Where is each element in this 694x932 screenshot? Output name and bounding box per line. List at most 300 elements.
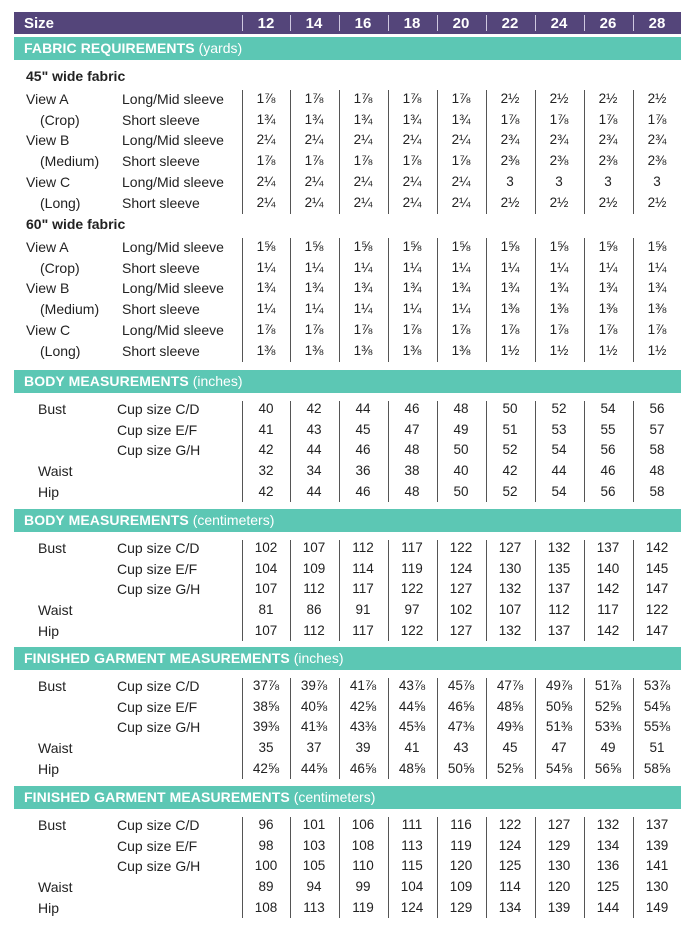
table-cell: 50 (453, 483, 469, 499)
table-cell: 43⅞ (398, 678, 426, 693)
table-cell: 48 (649, 463, 665, 479)
table-cell: 48⅝ (398, 760, 426, 776)
measure-label: Bust (38, 817, 67, 833)
table-cell: 2¼ (353, 194, 373, 210)
measure-label: Waist (38, 463, 73, 480)
column-divider (437, 15, 438, 31)
table-cell: 56 (600, 483, 616, 499)
table-cell: 44⅝ (300, 760, 328, 776)
table-cell: 52 (502, 442, 518, 458)
measure-row (0, 676, 694, 697)
section-band (14, 509, 681, 532)
column-rule (633, 540, 634, 641)
table-cell: 58 (649, 442, 665, 458)
table-cell: 2¼ (353, 132, 373, 148)
table-cell: 112 (303, 581, 325, 597)
table-cell: 127 (449, 622, 473, 638)
fabric-label: View B (26, 280, 70, 297)
table-cell: 1⅝ (598, 239, 618, 254)
table-cell: 43 (453, 740, 469, 756)
fabric-sublabel: Long/Mid sleeve (122, 321, 224, 338)
table-cell: 117 (352, 581, 374, 597)
table-cell: 1⅞ (598, 111, 618, 127)
table-cell: 107 (302, 540, 326, 555)
table-cell: 42 (258, 483, 274, 499)
table-cell: 102 (254, 540, 278, 555)
table-cell: 42 (502, 463, 518, 479)
table-cell: 43⅜ (349, 719, 377, 735)
fabric-label: (Medium) (40, 301, 100, 318)
table-cell: 141 (645, 858, 669, 874)
table-cell: 39⅜ (252, 719, 280, 735)
table-cell: 54⅝ (545, 760, 573, 776)
table-cell: 149 (645, 899, 669, 915)
table-cell: 2⅜ (647, 153, 667, 169)
measure-row (0, 877, 694, 898)
table-cell: 89 (258, 879, 274, 895)
column-divider (242, 15, 243, 31)
column-rule (437, 90, 438, 214)
table-cell: 40 (453, 463, 469, 479)
table-cell: 2¼ (402, 173, 422, 189)
fabric-label: View A (26, 91, 69, 107)
fabric-row (0, 299, 694, 320)
size-header-value: 24 (550, 15, 568, 32)
table-cell: 1⅞ (256, 153, 276, 169)
table-cell: 41 (404, 740, 420, 756)
column-divider (584, 15, 585, 31)
table-cell: 1½ (598, 342, 618, 358)
table-cell: 54⅝ (643, 698, 671, 714)
column-rule (242, 238, 243, 362)
table-cell: 1¼ (402, 259, 422, 275)
table-cell: 38 (404, 463, 420, 479)
column-divider (486, 15, 487, 31)
table-cell: 3 (506, 173, 514, 189)
table-cell: 2½ (500, 194, 520, 210)
table-cell: 49 (600, 740, 616, 756)
table-cell: 1¼ (304, 259, 324, 275)
column-rule (290, 401, 291, 502)
table-cell: 96 (258, 817, 274, 832)
column-rule (388, 817, 389, 918)
column-rule (584, 540, 585, 641)
table-cell: 112 (548, 602, 570, 618)
table-cell: 104 (400, 879, 424, 895)
table-cell: 1⅞ (304, 321, 324, 337)
table-cell: 109 (449, 879, 473, 895)
table-cell: 132 (498, 622, 522, 638)
table-cell: 2½ (549, 194, 569, 210)
table-cell: 122 (498, 817, 522, 832)
table-cell: 46⅝ (349, 760, 377, 776)
measure-row (0, 815, 694, 836)
table-cell: 111 (401, 817, 423, 832)
table-cell: 53 (551, 421, 567, 437)
table-cell: 1¾ (500, 280, 520, 296)
table-cell: 132 (547, 540, 571, 555)
table-cell: 94 (306, 879, 322, 895)
column-rule (584, 817, 585, 918)
table-cell: 1¼ (256, 301, 276, 317)
table-cell: 1⅝ (500, 239, 520, 254)
fabric-row (0, 151, 694, 172)
table-cell: 109 (302, 560, 326, 576)
table-cell: 2¼ (451, 173, 471, 189)
table-cell: 129 (547, 837, 571, 853)
table-cell: 2⅜ (598, 153, 618, 169)
table-cell: 1⅝ (402, 239, 422, 254)
table-cell: 1¾ (304, 280, 324, 296)
fabric-group-title: 60" wide fabric (26, 216, 126, 232)
column-rule (584, 678, 585, 779)
table-cell: 1⅜ (549, 301, 569, 317)
table-cell: 147 (645, 622, 669, 638)
section-band (14, 786, 681, 809)
table-cell: 45⅞ (447, 678, 475, 693)
table-cell: 52 (502, 483, 518, 499)
table-cell: 132 (498, 581, 522, 597)
table-cell: 58⅝ (643, 760, 671, 776)
size-header-value: 18 (403, 15, 421, 32)
table-cell: 51⅞ (594, 678, 622, 693)
column-rule (584, 90, 585, 214)
section-band-title: BODY MEASUREMENTS (24, 512, 189, 528)
table-cell: 1¼ (402, 301, 422, 317)
table-cell: 117 (352, 622, 374, 638)
column-rule (486, 540, 487, 641)
measure-sublabel: Cup size E/F (117, 421, 198, 438)
fabric-row (0, 110, 694, 131)
table-cell: 1¾ (304, 111, 324, 127)
measure-sublabel: Cup size C/D (117, 401, 200, 417)
section-band-unit: (centimeters) (192, 512, 275, 528)
table-cell: 51 (649, 740, 665, 756)
table-cell: 142 (596, 581, 620, 597)
column-rule (486, 90, 487, 214)
measure-row (0, 559, 694, 580)
column-rule (633, 401, 634, 502)
table-cell: 1⅞ (304, 91, 324, 106)
table-cell: 56⅝ (594, 760, 622, 776)
column-rule (242, 401, 243, 502)
fabric-sublabel: Short sleeve (122, 259, 200, 276)
table-cell: 139 (645, 837, 669, 853)
table-cell: 44 (306, 483, 322, 499)
table-cell: 1⅜ (598, 301, 618, 317)
measure-label: Waist (38, 879, 73, 896)
table-cell: 44 (551, 463, 567, 479)
table-cell: 2¾ (500, 132, 520, 148)
table-cell: 136 (596, 858, 620, 874)
fabric-sublabel: Short sleeve (122, 111, 200, 128)
column-rule (388, 678, 389, 779)
table-cell: 86 (306, 602, 322, 618)
table-cell: 122 (400, 581, 424, 597)
table-cell: 54 (600, 401, 616, 416)
table-cell: 1⅜ (451, 342, 471, 358)
table-cell: 45 (502, 740, 518, 756)
size-header-value: 28 (648, 15, 666, 32)
table-cell: 122 (400, 622, 424, 638)
fabric-label: View C (26, 321, 71, 338)
column-divider (633, 15, 634, 31)
table-cell: 119 (450, 837, 472, 853)
table-cell: 119 (401, 560, 423, 576)
measure-label: Bust (38, 678, 67, 694)
measure-row (0, 579, 694, 600)
table-cell: 54 (551, 483, 567, 499)
fabric-row (0, 237, 694, 258)
table-cell: 1⅞ (549, 111, 569, 127)
table-cell: 47⅜ (447, 719, 475, 735)
column-rule (290, 817, 291, 918)
fabric-sublabel: Short sleeve (122, 194, 200, 211)
table-cell: 104 (254, 560, 278, 576)
table-cell: 98 (258, 837, 274, 853)
table-cell: 1⅞ (353, 91, 373, 106)
table-cell: 1⅞ (647, 321, 667, 337)
table-cell: 2¼ (451, 132, 471, 148)
size-header-value: 22 (501, 15, 519, 32)
table-cell: 2¼ (353, 173, 373, 189)
column-rule (388, 90, 389, 214)
table-cell: 120 (547, 879, 571, 895)
column-rule (242, 817, 243, 918)
table-cell: 39 (355, 740, 371, 756)
column-rule (584, 401, 585, 502)
column-divider (290, 15, 291, 31)
table-cell: 2½ (549, 91, 569, 106)
table-cell: 1⅝ (256, 239, 276, 254)
column-rule (633, 238, 634, 362)
section-band-unit: (centimeters) (293, 789, 376, 805)
table-cell: 142 (596, 622, 620, 638)
section-band-unit: (inches) (293, 650, 344, 666)
table-cell: 51 (502, 421, 518, 437)
table-cell: 137 (547, 581, 571, 597)
table-cell: 56 (600, 442, 616, 458)
table-cell: 117 (597, 602, 619, 618)
table-cell: 2¼ (256, 132, 276, 148)
table-cell: 1¼ (256, 259, 276, 275)
table-cell: 1⅝ (549, 239, 569, 254)
measure-sublabel: Cup size C/D (117, 540, 200, 556)
measure-sublabel: Cup size C/D (117, 817, 200, 833)
table-cell: 40⅝ (300, 698, 328, 714)
table-cell: 2½ (647, 194, 667, 210)
table-cell: 54 (551, 442, 567, 458)
column-rule (339, 90, 340, 214)
measure-sublabel: Cup size G/H (117, 858, 201, 875)
table-cell: 1¼ (451, 259, 471, 275)
table-cell: 122 (645, 602, 669, 618)
fabric-label: (Long) (40, 342, 81, 359)
table-cell: 127 (449, 581, 473, 597)
fabric-row (0, 278, 694, 299)
fabric-sublabel: Short sleeve (122, 153, 200, 170)
column-rule (486, 238, 487, 362)
table-cell: 105 (302, 858, 326, 874)
table-cell: 42⅝ (349, 698, 377, 714)
fabric-label: View C (26, 173, 71, 190)
table-cell: 1¾ (402, 111, 422, 127)
table-cell: 134 (498, 899, 522, 915)
column-rule (486, 817, 487, 918)
column-rule (388, 238, 389, 362)
table-cell: 2½ (598, 91, 618, 106)
column-rule (437, 678, 438, 779)
table-cell: 137 (645, 817, 669, 832)
table-cell: 52 (551, 401, 567, 416)
table-cell: 108 (254, 899, 278, 915)
measure-label: Hip (38, 483, 60, 500)
table-cell: 2¼ (451, 194, 471, 210)
fabric-label: (Medium) (40, 153, 100, 170)
table-cell: 114 (352, 560, 374, 576)
table-cell: 1⅞ (256, 321, 276, 337)
table-cell: 1⅞ (353, 321, 373, 337)
table-cell: 106 (351, 817, 375, 832)
table-cell: 50⅝ (447, 760, 475, 776)
size-header-value: 26 (599, 15, 617, 32)
table-cell: 130 (547, 858, 571, 874)
table-cell: 1¼ (353, 301, 373, 317)
table-cell: 48 (404, 442, 420, 458)
fabric-label: View B (26, 132, 70, 149)
table-cell: 36 (355, 463, 371, 479)
table-cell: 112 (352, 540, 374, 555)
table-cell: 41⅞ (349, 678, 377, 693)
table-cell: 1¼ (451, 301, 471, 317)
measure-row (0, 420, 694, 441)
table-cell: 50 (453, 442, 469, 458)
table-cell: 42 (258, 442, 274, 458)
table-cell: 139 (547, 899, 571, 915)
table-cell: 39⅞ (300, 678, 328, 693)
measure-sublabel: Cup size E/F (117, 837, 198, 854)
table-cell: 1¼ (549, 259, 569, 275)
column-divider (535, 15, 536, 31)
table-cell: 1½ (500, 342, 520, 358)
table-cell: 48⅝ (496, 698, 524, 714)
table-cell: 2¼ (304, 194, 324, 210)
column-rule (535, 90, 536, 214)
table-cell: 55⅜ (643, 719, 671, 735)
fabric-label: View A (26, 239, 69, 255)
table-cell: 132 (596, 817, 620, 832)
table-cell: 1⅞ (451, 321, 471, 337)
table-cell: 113 (401, 837, 423, 853)
table-cell: 99 (355, 879, 371, 895)
table-cell: 125 (498, 858, 522, 874)
measure-row (0, 717, 694, 738)
table-cell: 46 (600, 463, 616, 479)
measure-row (0, 600, 694, 621)
column-rule (290, 90, 291, 214)
table-cell: 142 (645, 540, 669, 555)
table-cell: 1⅜ (256, 342, 276, 358)
measure-row (0, 856, 694, 877)
fabric-sublabel: Long/Mid sleeve (122, 280, 224, 297)
table-cell: 3 (653, 173, 661, 189)
fabric-label: (Crop) (40, 111, 80, 128)
measure-row (0, 621, 694, 642)
table-cell: 1⅜ (304, 342, 324, 358)
table-cell: 1⅝ (353, 239, 373, 254)
fabric-sublabel: Long/Mid sleeve (122, 91, 224, 107)
fabric-row (0, 341, 694, 362)
table-cell: 1⅝ (304, 239, 324, 254)
measure-row (0, 482, 694, 503)
measure-sublabel: Cup size E/F (117, 560, 198, 577)
table-cell: 50 (502, 401, 518, 416)
fabric-sublabel: Short sleeve (122, 342, 200, 359)
table-cell: 102 (449, 602, 473, 618)
table-cell: 2½ (500, 91, 520, 106)
size-header-value: 20 (452, 15, 470, 32)
table-cell: 81 (258, 602, 274, 618)
table-cell: 1⅝ (647, 239, 667, 254)
table-cell: 45⅜ (398, 719, 426, 735)
fabric-group-title: 45" wide fabric (26, 68, 126, 84)
size-header-value: 12 (257, 15, 275, 32)
fabric-row (0, 193, 694, 214)
column-rule (242, 678, 243, 779)
table-cell: 100 (254, 858, 278, 874)
table-cell: 46 (404, 401, 420, 416)
size-header-value: 16 (354, 15, 372, 32)
table-cell: 112 (303, 622, 325, 638)
fabric-row (0, 130, 694, 151)
table-cell: 2¼ (304, 132, 324, 148)
column-rule (290, 540, 291, 641)
measure-row (0, 759, 694, 780)
size-header-value: 14 (305, 15, 323, 32)
table-cell: 44⅝ (398, 698, 426, 714)
table-cell: 1¾ (451, 111, 471, 127)
table-cell: 145 (645, 560, 669, 576)
table-cell: 1¾ (549, 280, 569, 296)
table-cell: 1⅞ (402, 321, 422, 337)
column-rule (437, 817, 438, 918)
table-cell: 1⅞ (451, 91, 471, 106)
table-cell: 1⅞ (402, 91, 422, 106)
table-cell: 1¼ (500, 259, 520, 275)
table-cell: 34 (306, 463, 322, 479)
table-cell: 1¾ (451, 280, 471, 296)
table-cell: 1¼ (304, 301, 324, 317)
column-rule (437, 401, 438, 502)
column-rule (339, 540, 340, 641)
table-cell: 144 (596, 899, 620, 915)
table-cell: 124 (449, 560, 473, 576)
table-cell: 1⅞ (500, 111, 520, 127)
table-cell: 107 (498, 602, 522, 618)
table-cell: 55 (600, 421, 616, 437)
table-cell: 107 (254, 581, 278, 597)
measure-label: Waist (38, 602, 73, 619)
table-cell: 51⅜ (545, 719, 573, 735)
table-cell: 140 (596, 560, 620, 576)
column-rule (388, 401, 389, 502)
table-cell: 114 (499, 879, 521, 895)
table-cell: 1⅞ (500, 321, 520, 337)
fabric-sublabel: Long/Mid sleeve (122, 132, 224, 149)
table-cell: 91 (355, 602, 371, 618)
table-cell: 3 (604, 173, 612, 189)
fabric-row (0, 320, 694, 341)
